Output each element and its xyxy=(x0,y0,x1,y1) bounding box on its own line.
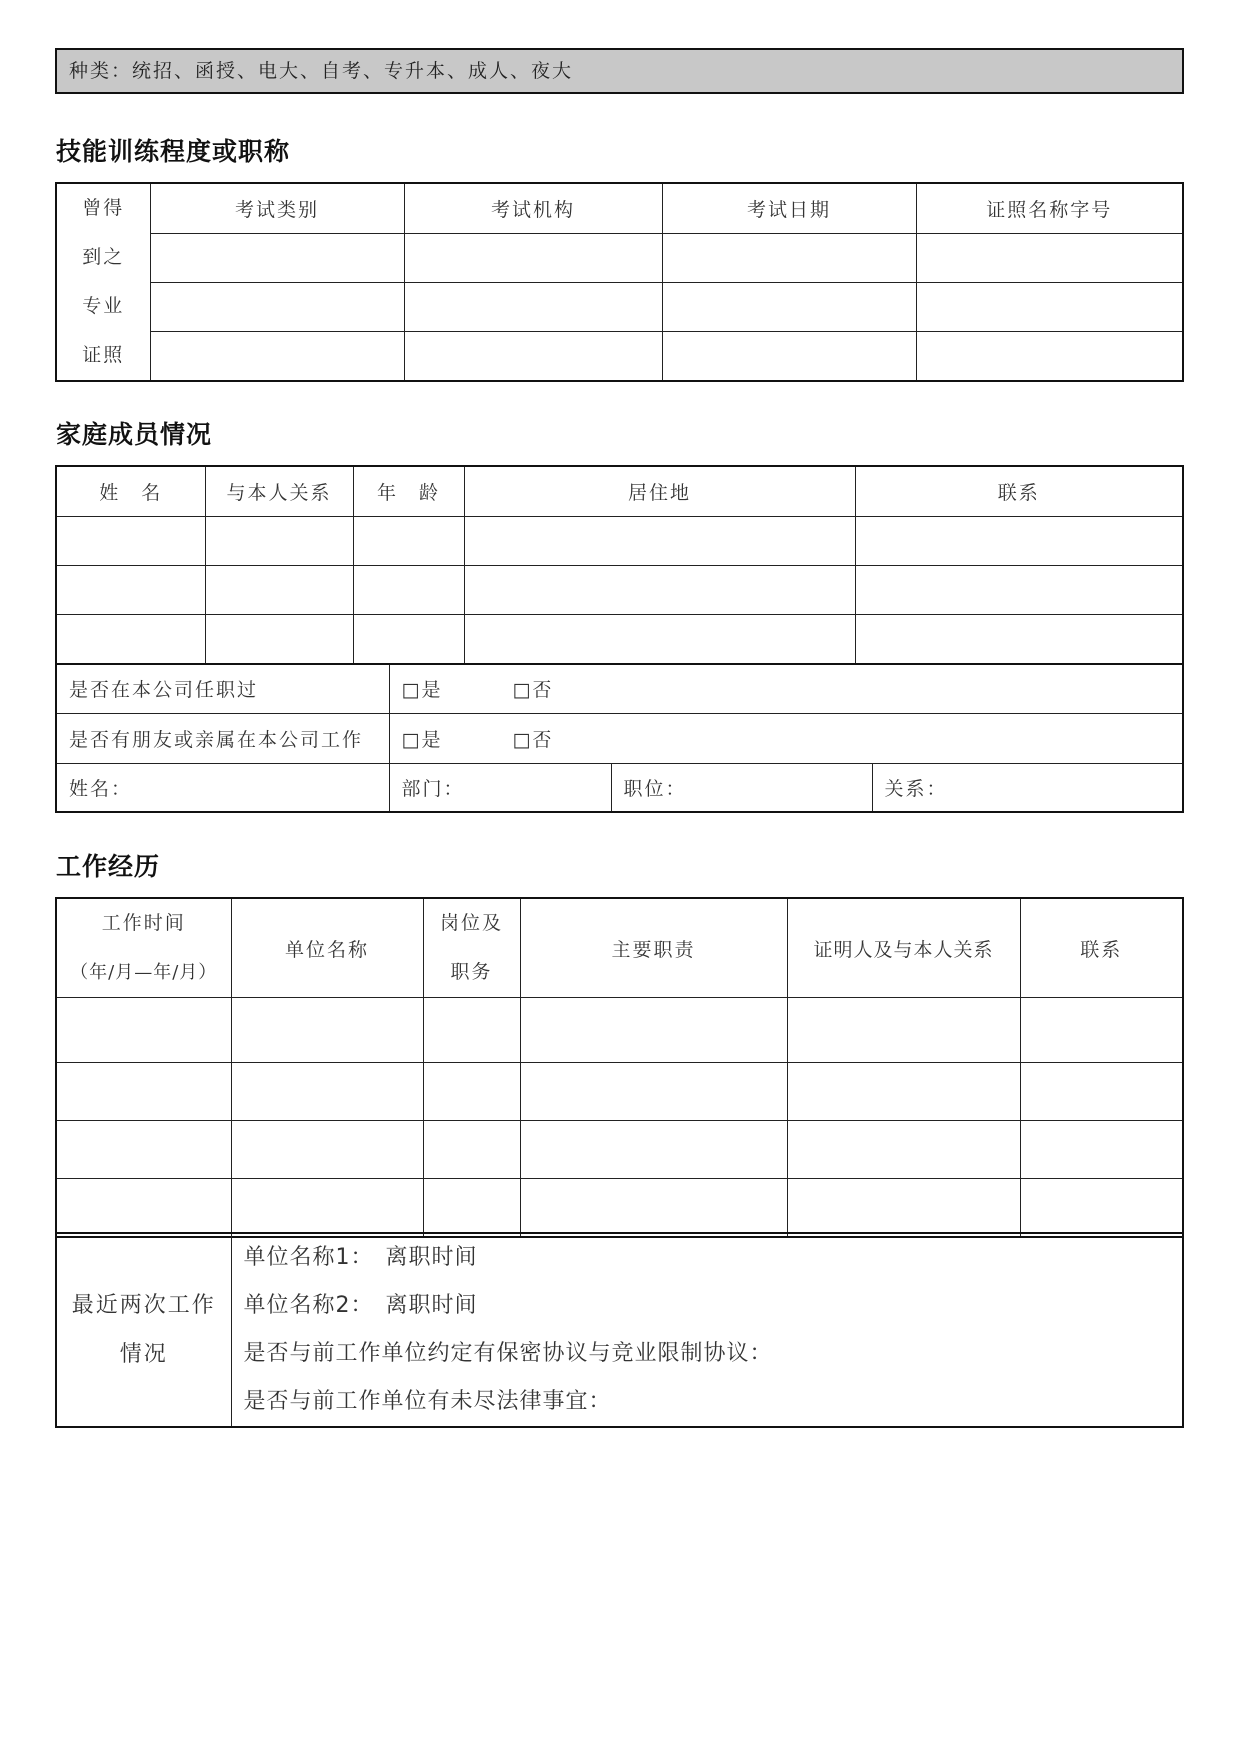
input-cell[interactable] xyxy=(662,331,916,381)
input-cell[interactable] xyxy=(464,516,855,565)
header-witness: 证明人及与本人关系 xyxy=(787,898,1020,998)
input-cell[interactable] xyxy=(56,1063,231,1121)
header-residence: 居住地 xyxy=(464,466,855,516)
input-cell[interactable] xyxy=(150,282,404,331)
family-heading: 家庭成员情况 xyxy=(56,420,213,449)
header-relationship: 与本人关系 xyxy=(205,466,353,516)
table-row xyxy=(56,614,1183,664)
table-row xyxy=(56,998,1183,1063)
input-cell[interactable] xyxy=(916,331,1183,381)
no-checkbox[interactable]: □否 xyxy=(512,728,554,751)
input-cell[interactable] xyxy=(916,233,1183,282)
recent-job-1-field[interactable]: 单位名称1： 离职时间 xyxy=(243,1245,478,1270)
input-cell[interactable] xyxy=(353,516,464,565)
certificates-label: 曾得 到之 专业 证照 xyxy=(56,183,150,381)
input-cell[interactable] xyxy=(56,565,205,614)
relatives-question: 是否有朋友或亲属在本公司工作 xyxy=(56,713,389,763)
education-type-banner: 种类：统招、函授、电大、自考、专升本、成人、夜大 xyxy=(55,48,1184,94)
input-cell[interactable] xyxy=(205,614,353,664)
input-cell[interactable] xyxy=(404,282,662,331)
yes-checkbox[interactable]: □是 xyxy=(401,728,443,751)
recent-job-2-field[interactable]: 单位名称2： 离职时间 xyxy=(243,1293,478,1318)
input-cell[interactable] xyxy=(464,614,855,664)
input-cell[interactable] xyxy=(520,1121,787,1179)
input-cell[interactable] xyxy=(150,233,404,282)
input-cell[interactable] xyxy=(662,282,916,331)
previous-employment-question: 是否在本公司任职过 xyxy=(56,664,389,713)
header-certificate-number: 证照名称字号 xyxy=(916,183,1183,233)
input-cell[interactable] xyxy=(231,1179,423,1237)
recent-jobs-label: 最近两次工作 情况 xyxy=(56,1233,231,1427)
input-cell[interactable] xyxy=(231,1063,423,1121)
input-cell[interactable] xyxy=(787,1179,1020,1237)
input-cell[interactable] xyxy=(855,614,1183,664)
relatives-options xyxy=(389,713,1183,763)
input-cell[interactable] xyxy=(520,998,787,1063)
input-cell[interactable] xyxy=(520,1179,787,1237)
relative-position-field[interactable]: 职位： xyxy=(611,763,872,812)
input-cell[interactable] xyxy=(916,282,1183,331)
relative-relationship-field[interactable]: 关系： xyxy=(872,763,1183,812)
input-cell[interactable] xyxy=(787,1121,1020,1179)
recent-jobs-table xyxy=(55,1232,1184,1428)
table-row xyxy=(56,331,1183,381)
header-unit-name: 单位名称 xyxy=(231,898,423,998)
header-exam-type: 考试类别 xyxy=(150,183,404,233)
relative-department-field[interactable]: 部门： xyxy=(389,763,611,812)
input-cell[interactable] xyxy=(855,565,1183,614)
header-exam-date: 考试日期 xyxy=(662,183,916,233)
family-table xyxy=(55,465,1184,665)
header-work-period: 工作时间 （年/月—年/月） xyxy=(56,898,231,998)
table-row xyxy=(56,1121,1183,1179)
input-cell[interactable] xyxy=(56,1121,231,1179)
relative-name-field[interactable]: 姓名： xyxy=(56,763,389,812)
input-cell[interactable] xyxy=(56,998,231,1063)
input-cell[interactable] xyxy=(404,233,662,282)
input-cell[interactable] xyxy=(423,1121,520,1179)
input-cell[interactable] xyxy=(662,233,916,282)
input-cell[interactable] xyxy=(787,1063,1020,1121)
input-cell[interactable] xyxy=(1020,1063,1183,1121)
header-main-duties: 主要职责 xyxy=(520,898,787,998)
skills-heading: 技能训练程度或职称 xyxy=(56,137,291,166)
input-cell[interactable] xyxy=(855,516,1183,565)
recent-jobs-details xyxy=(231,1233,1183,1427)
input-cell[interactable] xyxy=(423,998,520,1063)
input-cell[interactable] xyxy=(423,1179,520,1237)
header-exam-institution: 考试机构 xyxy=(404,183,662,233)
yes-checkbox[interactable]: □是 xyxy=(401,679,443,702)
input-cell[interactable] xyxy=(150,331,404,381)
input-cell[interactable] xyxy=(520,1063,787,1121)
input-cell[interactable] xyxy=(787,998,1020,1063)
input-cell[interactable] xyxy=(56,614,205,664)
header-contact: 联系 xyxy=(855,466,1183,516)
table-row xyxy=(56,565,1183,614)
input-cell[interactable] xyxy=(1020,1179,1183,1237)
work-heading: 工作经历 xyxy=(56,852,161,881)
header-contact: 联系 xyxy=(1020,898,1183,998)
previous-employment-options xyxy=(389,664,1183,713)
input-cell[interactable] xyxy=(423,1063,520,1121)
input-cell[interactable] xyxy=(464,565,855,614)
input-cell[interactable] xyxy=(231,1121,423,1179)
header-post: 岗位及 职务 xyxy=(423,898,520,998)
input-cell[interactable] xyxy=(1020,1121,1183,1179)
company-relation-table xyxy=(55,663,1184,813)
input-cell[interactable] xyxy=(56,516,205,565)
input-cell[interactable] xyxy=(56,1179,231,1237)
legal-matters-field[interactable]: 是否与前工作单位有未尽法律事宜： xyxy=(243,1389,612,1414)
no-checkbox[interactable]: □否 xyxy=(512,679,554,702)
confidentiality-agreement-field[interactable]: 是否与前工作单位约定有保密协议与竞业限制协议： xyxy=(243,1341,773,1366)
input-cell[interactable] xyxy=(353,565,464,614)
work-table xyxy=(55,897,1184,1238)
header-age: 年 龄 xyxy=(353,466,464,516)
table-row xyxy=(56,282,1183,331)
input-cell[interactable] xyxy=(205,565,353,614)
header-name: 姓 名 xyxy=(56,466,205,516)
input-cell[interactable] xyxy=(353,614,464,664)
input-cell[interactable] xyxy=(404,331,662,381)
input-cell[interactable] xyxy=(205,516,353,565)
table-row xyxy=(56,233,1183,282)
skills-table xyxy=(55,182,1184,382)
input-cell[interactable] xyxy=(1020,998,1183,1063)
table-row xyxy=(56,1063,1183,1121)
input-cell[interactable] xyxy=(231,998,423,1063)
table-row xyxy=(56,516,1183,565)
table-row xyxy=(56,1179,1183,1237)
